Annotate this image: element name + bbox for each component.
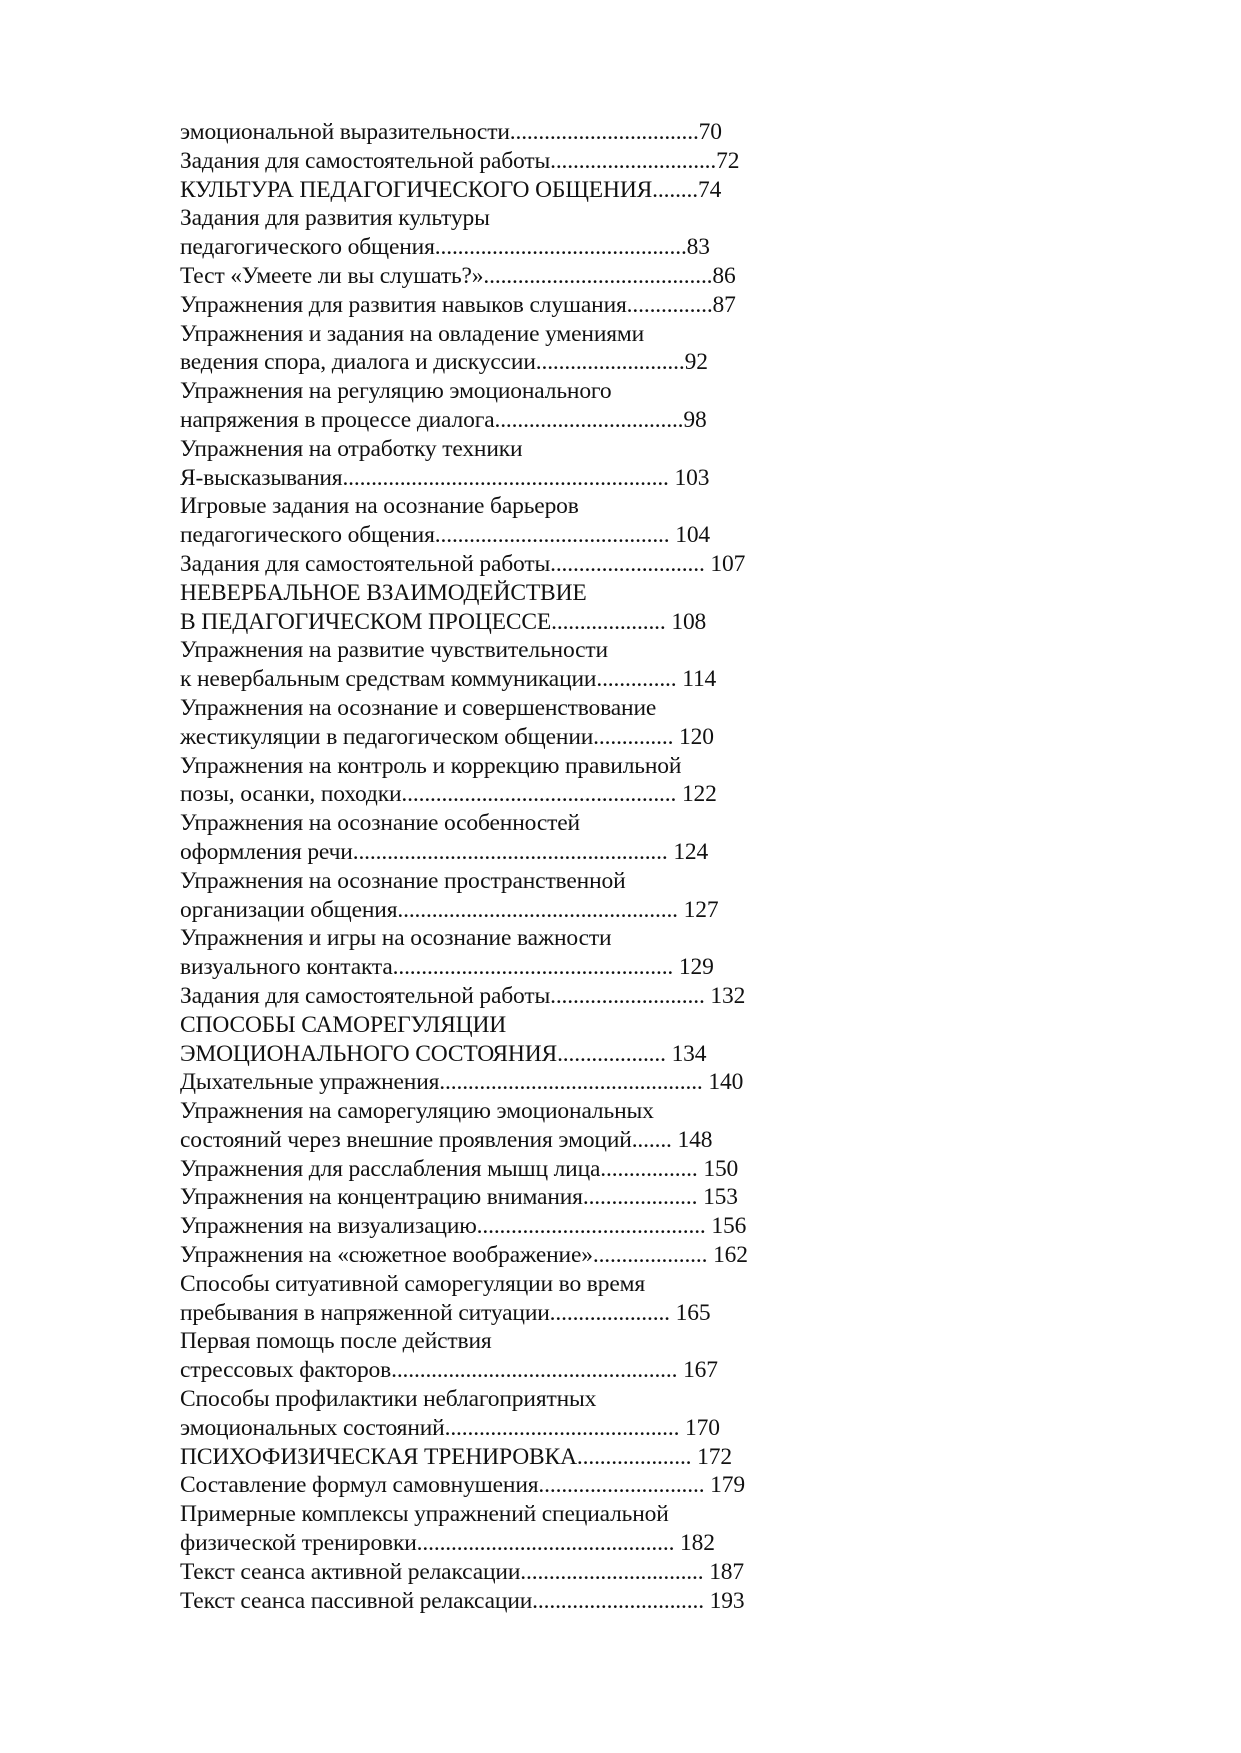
toc-line: Упражнения на осознание пространственной [180, 867, 626, 894]
toc-line: СПОСОБЫ САМОРЕГУЛЯЦИИ [180, 1011, 507, 1038]
toc-line: визуального контакта................................................. 129 [180, 954, 714, 981]
toc-line: организации общения................................................. 127 [180, 896, 719, 923]
toc-line: Задания для самостоятельной работы.............................72 [180, 147, 740, 174]
toc-line: Тест «Умеете ли вы слушать?»........................................86 [180, 262, 736, 289]
toc-line: Упражнения на регуляцию эмоционального [180, 378, 612, 405]
toc-line: состояний через внешние проявления эмоций....... 148 [180, 1126, 713, 1153]
toc-line: Задания для самостоятельной работы........................... 132 [180, 982, 746, 1009]
toc-line: Способы профилактики неблагоприятных [180, 1386, 597, 1413]
toc-line: физической тренировки............................................. 182 [180, 1530, 715, 1557]
toc-line: Упражнения для расслабления мышц лица................. 150 [180, 1155, 739, 1182]
toc-line: В ПЕДАГОГИЧЕСКОМ ПРОЦЕССЕ.................... 108 [180, 608, 707, 635]
toc-line: педагогического общения......................................... 104 [180, 522, 711, 549]
toc-line: стрессовых факторов.................................................. 167 [180, 1357, 718, 1384]
toc-line: позы, осанки, походки................................................ 122 [180, 781, 717, 808]
toc-line: Упражнения на визуализацию........................................ 156 [180, 1213, 747, 1240]
toc-line: Примерные комплексы упражнений специальной [180, 1501, 669, 1528]
toc-line: Упражнения для развития навыков слушания...............87 [180, 291, 736, 318]
toc-line: Задания для развития культуры [180, 205, 490, 232]
toc-line: Игровые задания на осознание барьеров [180, 493, 579, 520]
toc-line: НЕВЕРБАЛЬНОЕ ВЗАИМОДЕЙСТВИЕ [180, 579, 587, 606]
toc-line: Упражнения на осознание особенностей [180, 810, 580, 837]
toc-line: Упражнения на «сюжетное воображение».................... 162 [180, 1242, 748, 1269]
toc-line: ведения спора, диалога и дискуссии..........................92 [180, 349, 708, 376]
toc-line: Первая помощь после действия [180, 1328, 492, 1355]
toc-line: Упражнения и задания на овладение умениями [180, 320, 645, 347]
toc-line: Упражнения на развитие чувствительности [180, 637, 608, 664]
toc-line: ЭМОЦИОНАЛЬНОГО СОСТОЯНИЯ................... 134 [180, 1040, 707, 1067]
toc-line: Текст сеанса пассивной релаксации.............................. 193 [180, 1587, 745, 1614]
toc-line: Упражнения на концентрацию внимания.................... 153 [180, 1184, 738, 1211]
toc-line: к невербальным средствам коммуникации.............. 114 [180, 666, 717, 693]
toc-line: Я-высказывания......................................................... 103 [180, 464, 710, 491]
toc-line: КУЛЬТУРА ПЕДАГОГИЧЕСКОГО ОБЩЕНИЯ........74 [180, 176, 722, 203]
toc-line: Дыхательные упражнения.............................................. 140 [180, 1069, 744, 1096]
toc-line: эмоциональной выразительности.................................70 [180, 119, 722, 145]
toc-line: Упражнения на осознание и совершенствование [180, 694, 657, 721]
toc-line: ПСИХОФИЗИЧЕСКАЯ ТРЕНИРОВКА.................... 172 [180, 1443, 732, 1470]
toc-line: Упражнения на саморегуляцию эмоциональных [180, 1098, 654, 1125]
toc-line: Способы ситуативной саморегуляции во время [180, 1270, 645, 1297]
toc-line: эмоциональных состояний......................................... 170 [180, 1414, 720, 1441]
table-of-contents [180, 118, 820, 1615]
toc-line: Упражнения и игры на осознание важности [180, 925, 612, 952]
toc-line: Составление формул самовнушения............................. 179 [180, 1472, 745, 1499]
toc-line: Текст сеанса активной релаксации................................ 187 [180, 1558, 744, 1585]
toc-line: жестикуляции в педагогическом общении.............. 120 [180, 723, 714, 750]
toc-line: Упражнения на отработку техники [180, 435, 523, 462]
toc-line: Задания для самостоятельной работы........................... 107 [180, 550, 746, 577]
toc-line: Упражнения на контроль и коррекцию правильной [180, 752, 682, 779]
toc-line: оформления речи....................................................... 124 [180, 838, 709, 865]
toc-line: пребывания в напряженной ситуации..................... 165 [180, 1299, 711, 1326]
toc-line: напряжения в процессе диалога.................................98 [180, 406, 707, 433]
toc-line: педагогического общения............................................83 [180, 234, 710, 261]
